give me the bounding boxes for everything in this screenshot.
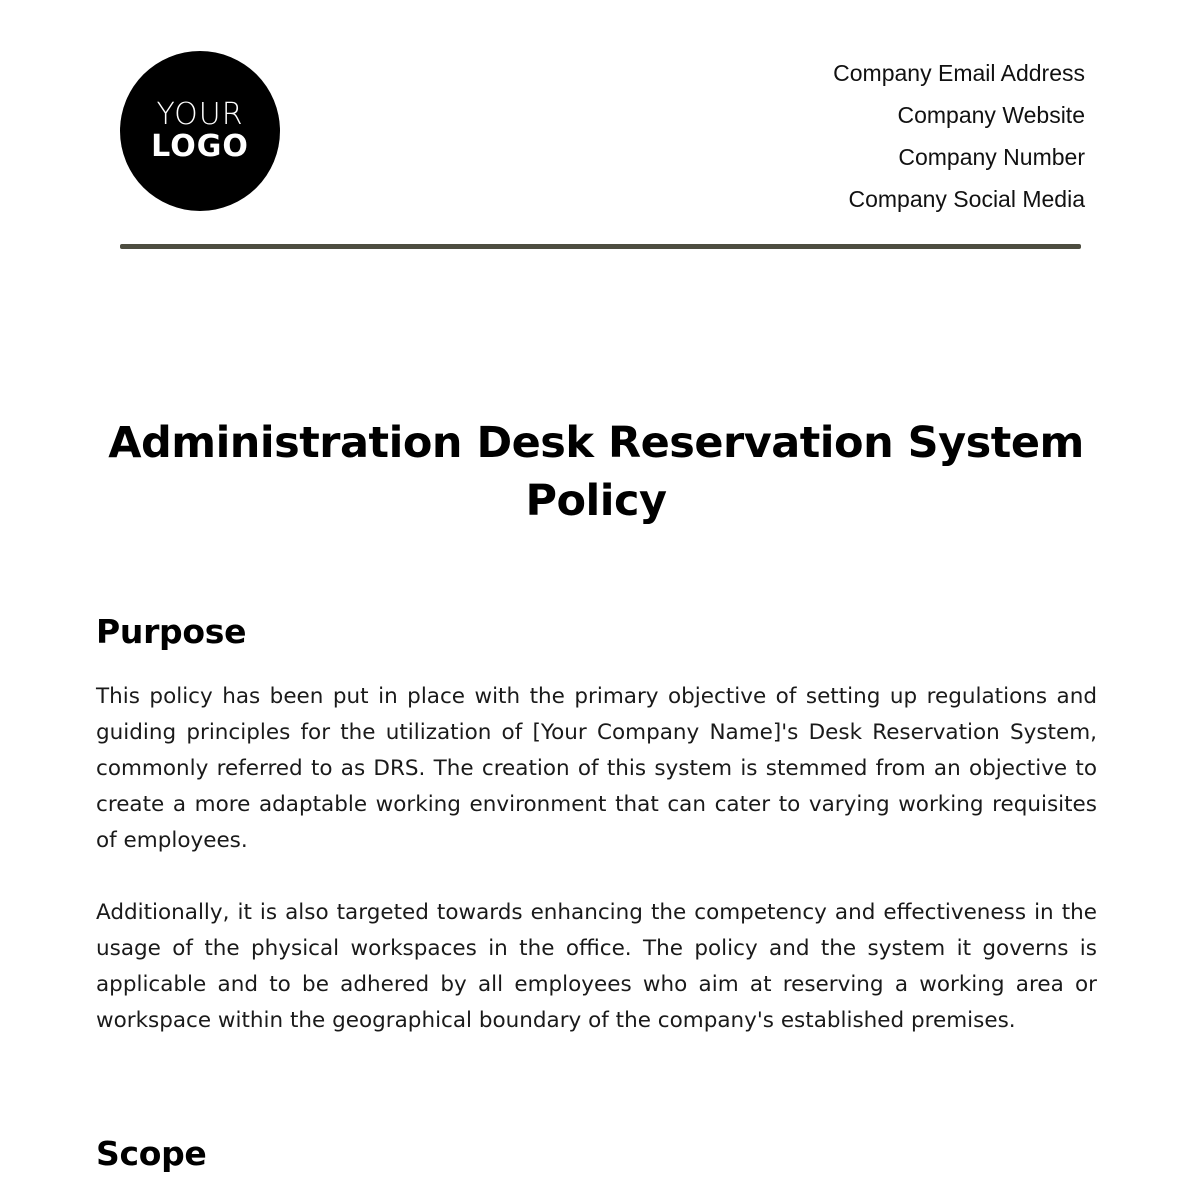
logo-text-bottom: LOGO <box>151 129 249 164</box>
contact-email: Company Email Address <box>833 60 1085 86</box>
section-heading-scope: Scope <box>96 1134 207 1173</box>
purpose-paragraph-1: This policy has been put in place with the primary objective of setting up regulations and guiding principles for the utilization of [Your Company Name]'s Desk Reservation System, commonly referred to as DRS. The creation of this system is stemmed from an objective to create a more adaptable working environment that can cater to varying working requisites of employees. <box>96 684 1097 853</box>
contact-block <box>833 52 1085 220</box>
document-title: Administration Desk Reservation System Policy <box>108 418 1084 526</box>
header-divider <box>120 244 1081 249</box>
contact-social: Company Social Media <box>848 186 1085 212</box>
logo-text-top: YOUR <box>156 97 244 132</box>
contact-website: Company Website <box>897 102 1085 128</box>
purpose-paragraph-2: Additionally, it is also targeted towards enhancing the competency and effectiveness in the usage of the physical workspaces in the office. The policy and the system it governs is applicable and to be adhered by all employees who aim at reserving a working area or workspace within the geographical boundary of the company's established premises. <box>96 900 1097 1033</box>
contact-number: Company Number <box>898 144 1085 170</box>
section-heading-purpose: Purpose <box>96 612 247 651</box>
company-logo <box>120 51 280 211</box>
